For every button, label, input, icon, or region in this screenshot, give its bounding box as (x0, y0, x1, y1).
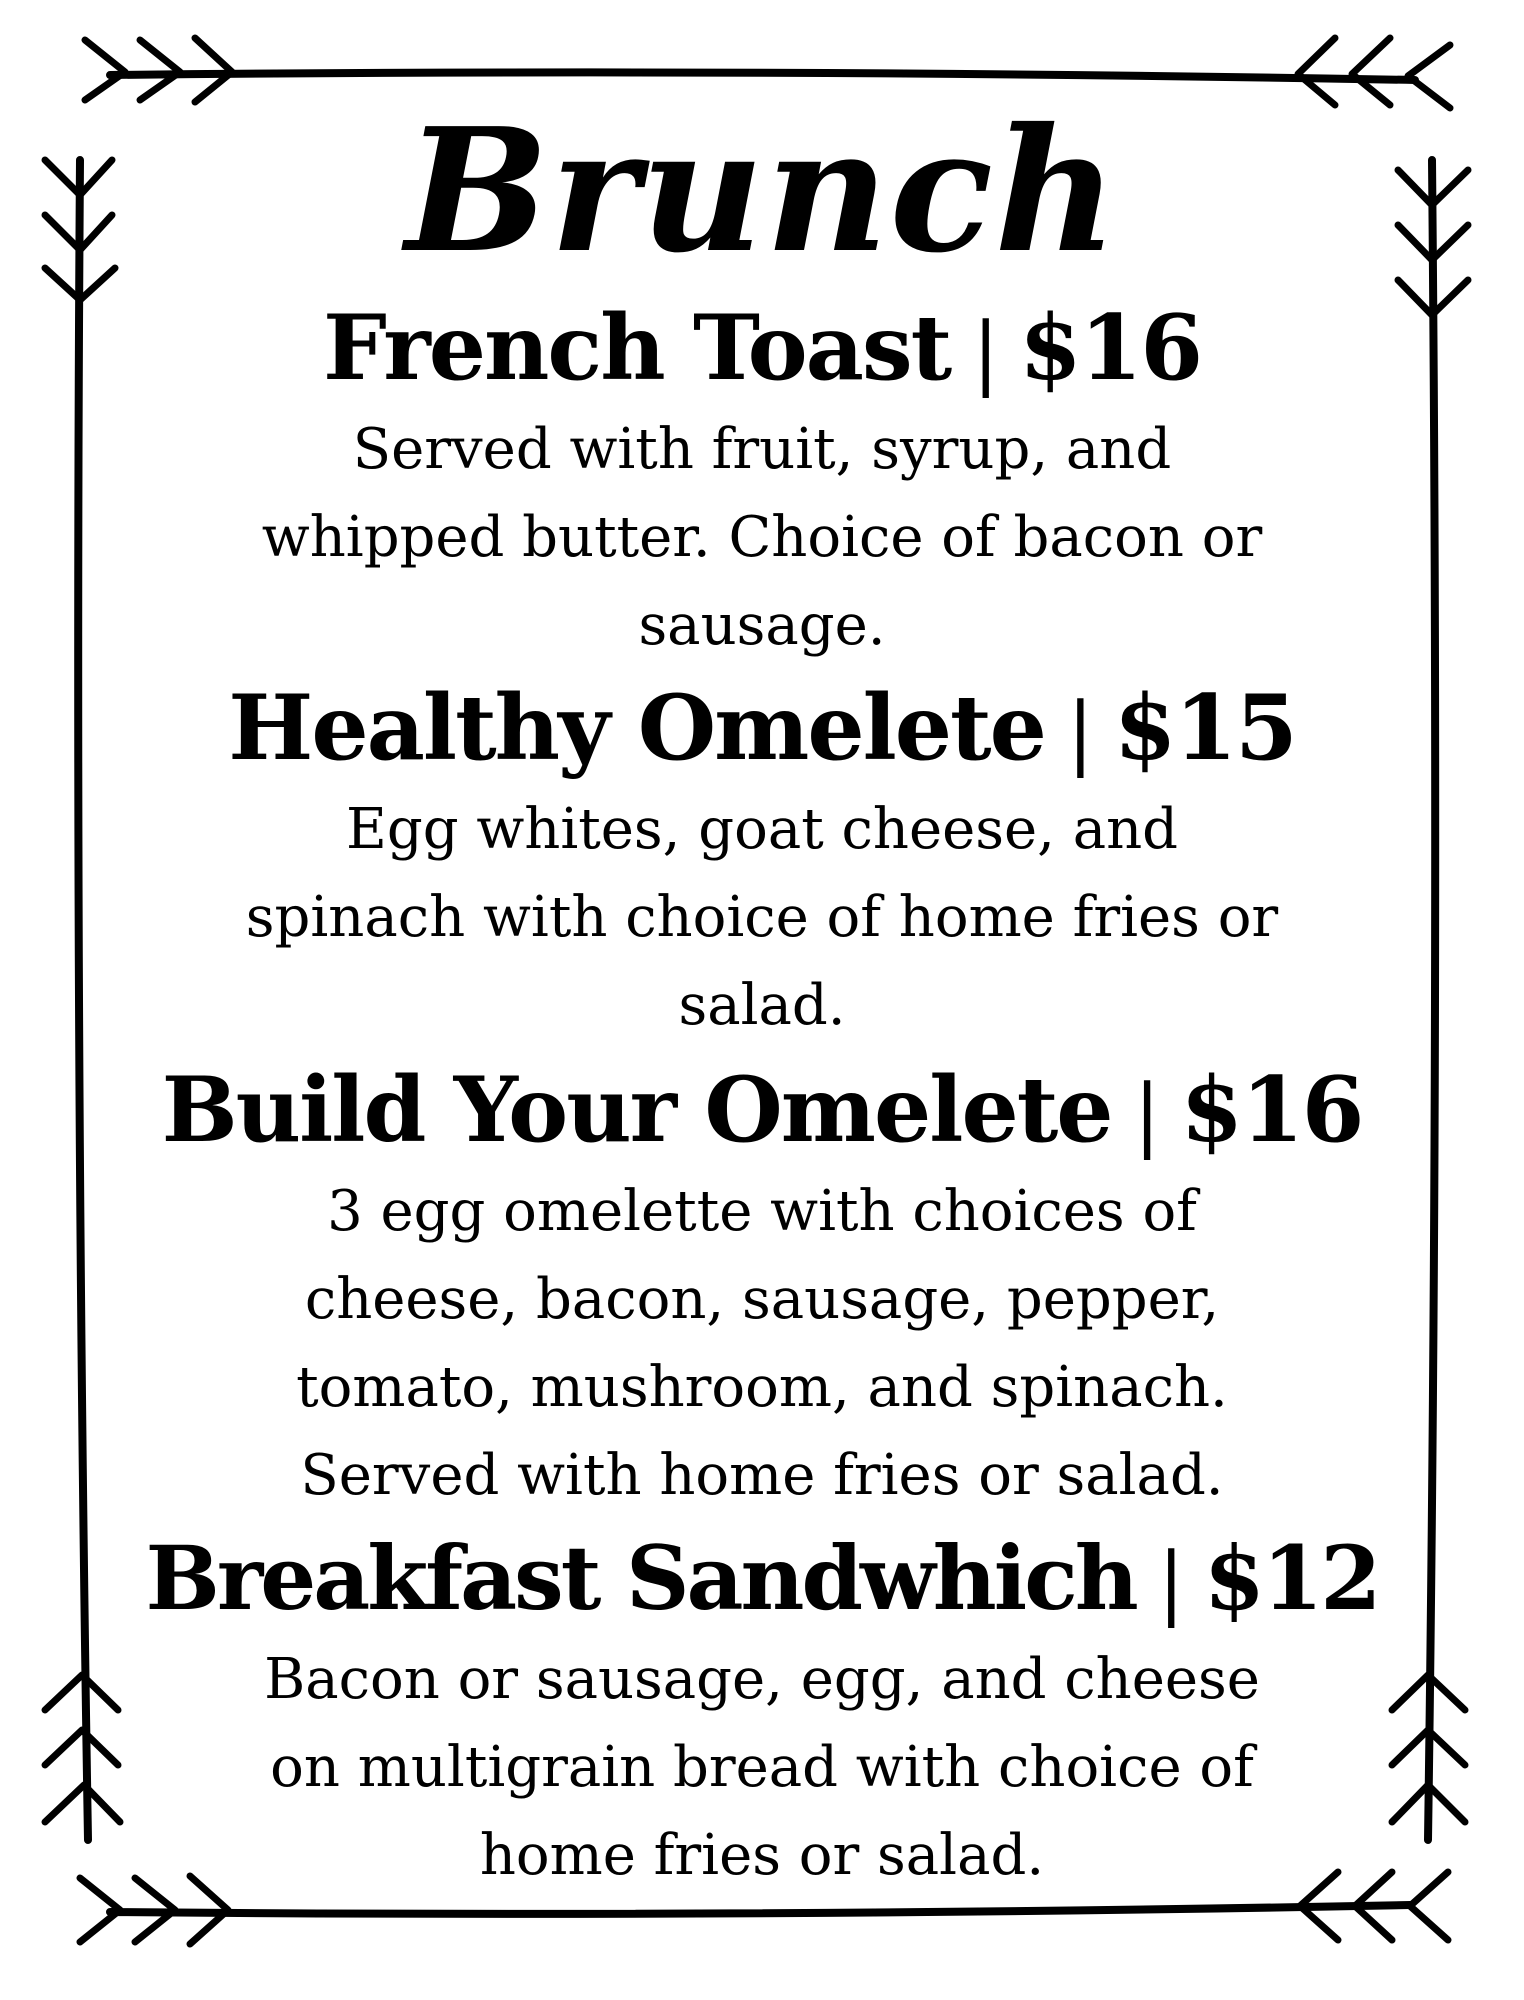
menu-item-heading (0, 1056, 1524, 1168)
menu-item-heading (0, 294, 1524, 406)
arrow-icon (85, 38, 232, 102)
border-top-line (110, 72, 1415, 80)
menu-item-description (162, 1168, 1362, 1520)
description-line: on multigrain bread with choice of (270, 1735, 1254, 1800)
menu-item-build-your-omelete (0, 1056, 1524, 1520)
description-line: Egg whites, goat cheese, and (345, 797, 1178, 862)
menu-item-description (162, 406, 1362, 670)
menu-item-heading (0, 1524, 1524, 1636)
description-line: whipped butter. Choice of bacon or (261, 505, 1263, 570)
menu-item-price: $16 (1019, 295, 1202, 401)
menu-item-heading (0, 674, 1524, 786)
menu-item-name: French Toast (322, 295, 951, 401)
description-line: 3 egg omelette with choices of (327, 1179, 1197, 1244)
menu-item-description (162, 786, 1362, 1050)
menu-item-description (162, 1636, 1362, 1900)
menu-item-breakfast-sandwhich (0, 1524, 1524, 1900)
description-line: tomato, mushroom, and spinach. (296, 1355, 1228, 1420)
description-line: cheese, bacon, sausage, pepper, (304, 1267, 1220, 1332)
menu-item-price: $12 (1203, 1526, 1379, 1630)
description-line: spinach with choice of home fries or (245, 885, 1279, 950)
description-line: home fries or salad. (479, 1823, 1045, 1888)
description-line: Bacon or sausage, egg, and cheese (264, 1647, 1260, 1712)
menu-item-name: Healthy Omelete (228, 675, 1045, 781)
description-line: sausage. (638, 593, 886, 658)
menu-item-separator: | (1133, 1067, 1159, 1160)
menu-item-separator: | (972, 305, 998, 398)
menu-item-price: $16 (1180, 1057, 1363, 1163)
description-line: Served with home fries or salad. (300, 1443, 1224, 1508)
description-line: salad. (678, 973, 846, 1038)
menu-item-separator: | (1157, 1535, 1182, 1628)
menu-title: Brunch (405, 91, 1119, 291)
menu-item-name: Breakfast Sandwhich (145, 1526, 1136, 1630)
menu-item-price: $15 (1113, 675, 1296, 781)
menu-item-separator: | (1066, 685, 1092, 778)
menu-item-healthy-omelete (0, 674, 1524, 1050)
description-line: Served with fruit, syrup, and (352, 417, 1172, 482)
menu-item-name: Build Your Omelete (161, 1057, 1112, 1163)
menu-item-french-toast (0, 294, 1524, 670)
border-bottom-line (110, 1905, 1410, 1914)
